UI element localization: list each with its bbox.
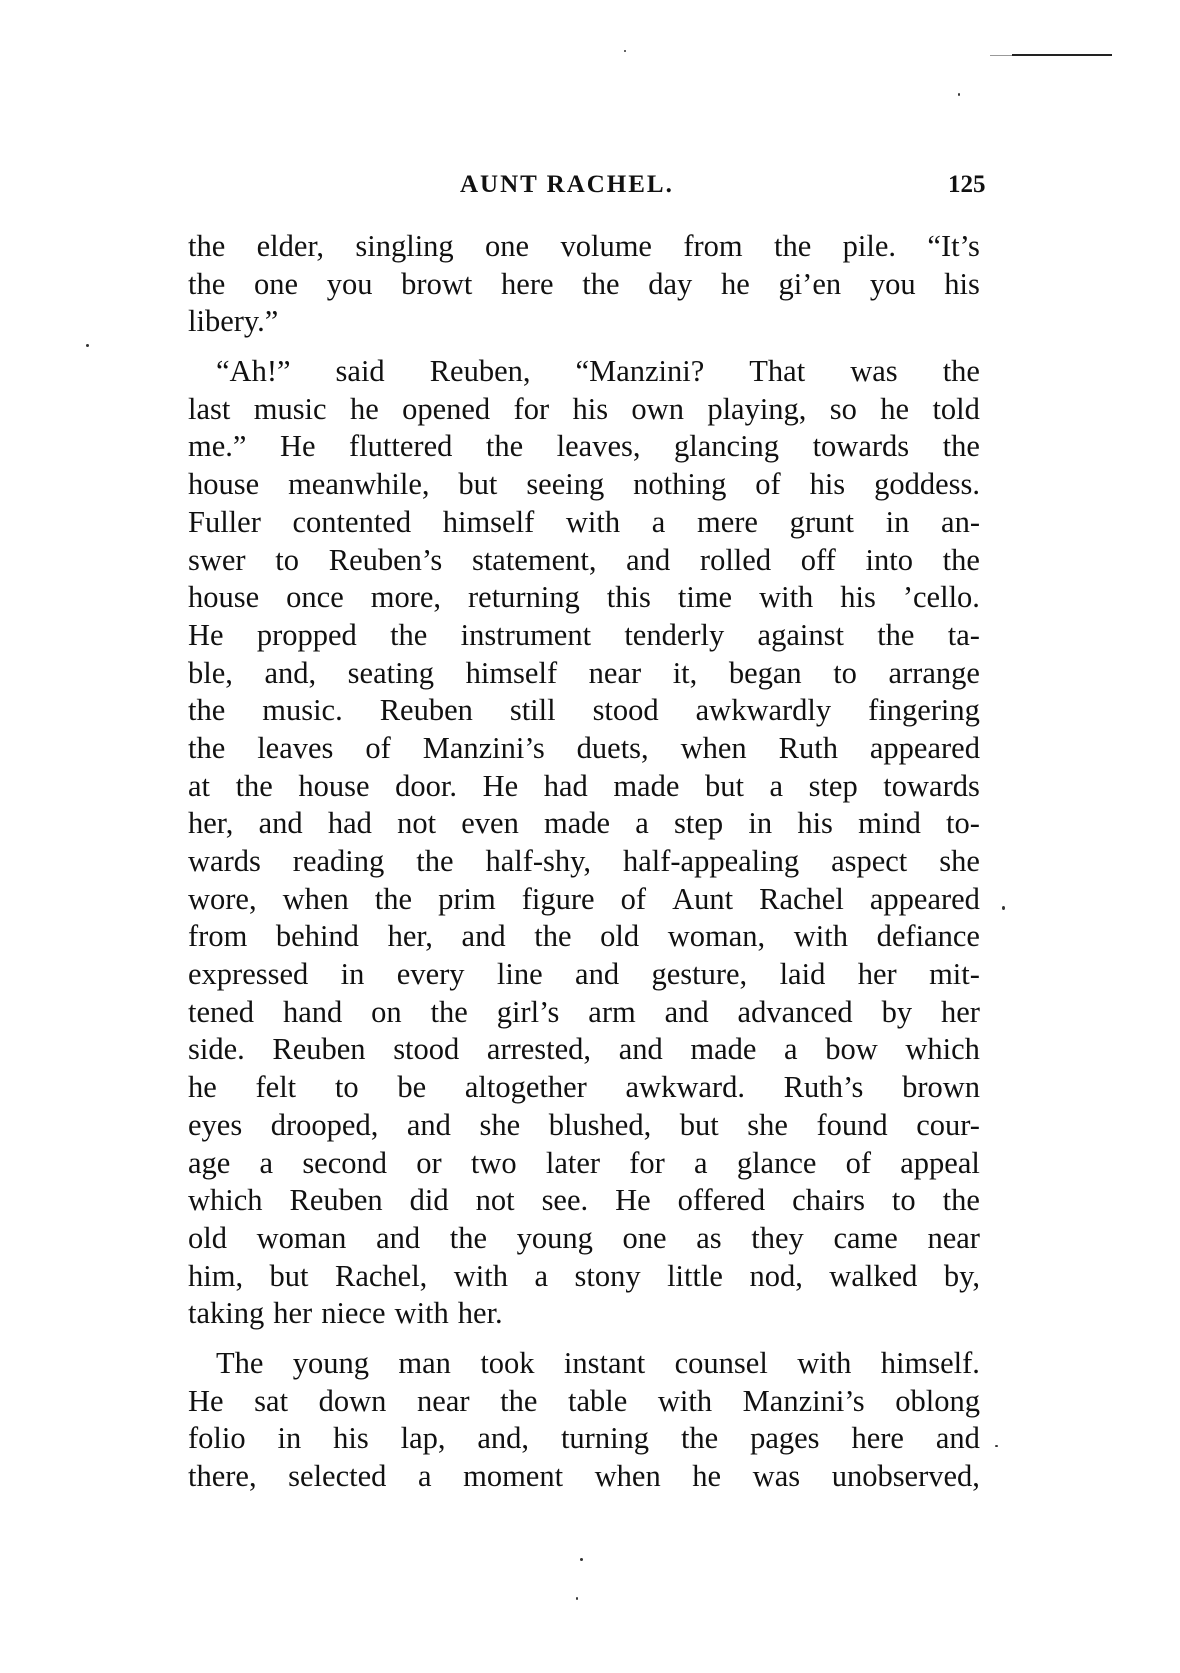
scan-speck — [576, 1597, 578, 1600]
text-line: wore, when the prim figure of Aunt Rachel appeared — [188, 881, 980, 916]
paragraph — [188, 1345, 980, 1496]
scan-speck — [624, 50, 626, 52]
text-line: old woman and the young one as they came near — [188, 1220, 980, 1255]
text-line: tened hand on the girl’s arm and advanced by her — [188, 994, 980, 1029]
running-head: AUNT RACHEL. — [460, 171, 674, 198]
text-line: house meanwhile, but seeing nothing of his goddess. — [188, 467, 980, 502]
paragraph — [188, 353, 980, 1333]
text-line: swer to Reuben’s statement, and rolled off into the — [188, 542, 980, 577]
text-line: wards reading the half-shy, half-appealing aspect she — [188, 844, 980, 878]
text-line: house once more, returning this time with his ’cello. — [188, 580, 980, 615]
text-line: there, selected a moment when he was unobserved, — [188, 1459, 980, 1493]
text-line: at the house door. He had made but a step towards — [188, 768, 980, 803]
text-line: from behind her, and the old woman, with defiance — [188, 919, 980, 954]
text-line: taking her niece with her. — [188, 1296, 503, 1331]
text-line: eyes drooped, and she blushed, but she found cour- — [188, 1107, 980, 1142]
scan-speck — [580, 1558, 583, 1561]
text-line: expressed in every line and gesture, laid her mit- — [188, 957, 980, 992]
text-line: folio in his lap, and, turning the pages here and — [188, 1421, 980, 1456]
scan-edge-mark — [990, 55, 1014, 56]
scan-edge-rule — [1012, 54, 1112, 56]
text-line: her, and had not even made a step in his mind to- — [188, 806, 980, 841]
text-line: the music. Reuben still stood awkwardly fingering — [188, 693, 980, 728]
text-line: He propped the instrument tenderly against the ta- — [188, 617, 980, 652]
page-number: 125 — [948, 171, 986, 198]
text-line: me.” He fluttered the leaves, glancing towards the — [188, 429, 980, 464]
text-line: side. Reuben stood arrested, and made a bow which — [188, 1032, 980, 1067]
text-line: last music he opened for his own playing, so he told — [188, 391, 980, 426]
text-line: ble, and, seating himself near it, began to arrange — [188, 655, 980, 690]
paragraph — [188, 228, 980, 341]
text-line: Fuller contented himself with a mere grunt in an- — [188, 504, 980, 539]
text-line: age a second or two later for a glance of appeal — [188, 1145, 980, 1180]
text-line: “Ah!” said Reuben, “Manzini? That was the — [216, 354, 980, 389]
body-text — [188, 228, 980, 1496]
text-line: him, but Rachel, with a stony little nod, walked by, — [188, 1258, 980, 1293]
text-line: the one you browt here the day he gi’en you his — [188, 266, 980, 301]
text-line: the elder, singling one volume from the pile. “It’s — [188, 229, 980, 263]
scan-speck — [958, 93, 960, 96]
scan-speck — [995, 1445, 998, 1447]
text-line: The young man took instant counsel with himself. — [216, 1345, 980, 1380]
text-line: the leaves of Manzini’s duets, when Ruth appeared — [188, 730, 980, 765]
text-line: he felt to be altogether awkward. Ruth’s brown — [188, 1070, 980, 1105]
text-line: He sat down near the table with Manzini’s oblong — [188, 1383, 980, 1418]
scan-speck — [1002, 906, 1005, 910]
scan-speck — [86, 344, 89, 347]
text-line: libery.” — [188, 304, 279, 339]
text-line: which Reuben did not see. He offered chairs to the — [188, 1183, 980, 1218]
